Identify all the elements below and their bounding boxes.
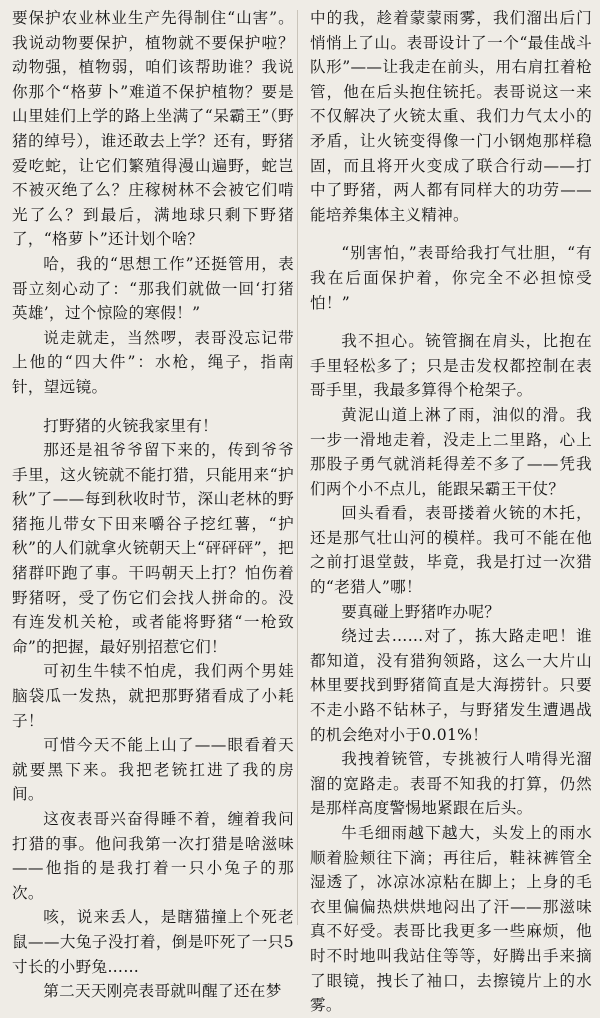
paragraph: 中的我，趁着蒙蒙雨雾，我们溜出后门悄悄上了山。表哥设计了一个“最佳战斗队形”——让我走在前头，用右肩扛着枪管，他在后头抱住铳托。表哥说这一来不仅解决了火铳太重、我们力气太小的矛盾，让火铳变得像一门小钢炮那样稳固，而且将开火变成了联合行动——打中了野猪，两人都有同样大的功劳——能培养集体主义精神。	[310, 9, 592, 224]
paragraph: 可惜今天不能上山了——眼看着天就要黑下来。我把老铳扛进了我的房间。	[12, 736, 294, 804]
paragraph: 第二天天刚亮表哥就叫醒了还在梦	[43, 982, 282, 1001]
column-divider	[297, 10, 298, 925]
paragraph: 哈，我的“思想工作”还挺管用，表哥立刻心动了：“那我们就做一回‘打猪英雄’，过个惊险的寒假！”	[12, 254, 294, 323]
paragraph: 绕过去……对了，拣大路走吧！谁都知道，没有猎狗领路，这么一大片山林里要找到野猪简直是大海捞针。只要不走小路不钻林子，与野猪发生遭遇战的机会绝对小于0.01%！	[310, 627, 592, 744]
paragraph: 要保护农业林业生产先得制住“山害”。我说动物要保护，植物就不要保护啦？动物强，植物弱，咱们该帮助谁？我说你那个“格萝卜”难道不保护植物？要是山里娃们上学的路上坐满了“呆霸王”（野猪的绰号），谁还敢去上学？还有，野猪爱吃蛇，让它们繁殖得漫山遍野，蛇岂不被灭绝了么？庄稼树林不会被它们啃光了么？到最后，满地球只剩下野猪了，“格萝卜”还计划个啥？	[12, 9, 294, 249]
paragraph: 我不担心。铳管搁在肩头，比抱在手里轻松多了；只是击发权都控制在表哥手里，我最多算得个枪架子。	[310, 332, 592, 400]
paragraph: 那还是祖爷爷留下来的，传到爷爷手里，这火铳就不能打猎，只能用来“护秋”了——每到秋收时节，深山老林的野猪拖儿带女下田来嚼谷子挖红薯，“护秋”的人们就拿火铳朝天上“砰砰砰”，把猪群吓跑了事。干吗朝天上打？怕伤着野猪呀，受了伤它们会找人拼命的。没有连发机关枪，或者能将野猪“一枪致命”的把握，最好别招惹它们！	[12, 441, 294, 656]
paragraph: 牛毛细雨越下越大，头发上的雨水顺着脸颊往下滴；再往后，鞋袜裤管全湿透了，冰凉冰凉粘在脚上；上身的毛衣里偏偏热烘烘地闷出了汗——那滋味真不好受。表哥比我更多一些麻烦，他时不时地叫我站住等等，好腾出手来摘了眼镜，拽长了袖口，去擦镜片上的水雾。	[310, 824, 592, 1015]
left-column	[12, 6, 294, 1004]
paragraph: 可初生牛犊不怕虎，我们两个男娃脑袋瓜一发热，就把那野猪看成了小耗子！	[12, 662, 294, 730]
paragraph: 咳，说来丢人，是瞎猫撞上个死老鼠——大兔子没打着，倒是吓死了一只5寸长的小野兔……	[12, 908, 294, 976]
right-column	[310, 6, 592, 1018]
paragraph: 要真碰上野猪咋办呢？	[341, 602, 501, 621]
paragraph: “别害怕，”表哥给我打气壮胆，“有我在后面保护着，你完全不必担惊受怕！”	[310, 244, 592, 312]
paragraph: 这夜表哥兴奋得睡不着，缠着我问打猎的事。他问我第一次打猎是啥滋味——他指的是我打着一只小兔子的那次。	[12, 810, 294, 902]
paragraph: 说走就走，当然啰，表哥没忘记带上他的“四大件”：水枪，绳子，指南针，望远镜。	[12, 328, 294, 396]
paragraph: 我拽着铳管，专挑被行人啃得光溜溜的宽路走。表哥不知我的打算，仍然是那样高度警惕地紧跟在后头。	[310, 750, 592, 818]
section-heading: 打野猪的火铳我家里有！	[43, 416, 219, 435]
paragraph: 黄泥山道上淋了雨，油似的滑。我一步一滑地走着，没走上二里路，心上那股子勇气就消耗得差不多了——凭我们两个小不点儿，能跟呆霸王干仗？	[310, 405, 592, 498]
paragraph: 回头看看，表哥搂着火铳的木托，还是那气壮山河的模样。我可不能在他之前打退堂鼓，毕竟，我是打过一次猎的“老猎人”哪！	[310, 504, 592, 597]
